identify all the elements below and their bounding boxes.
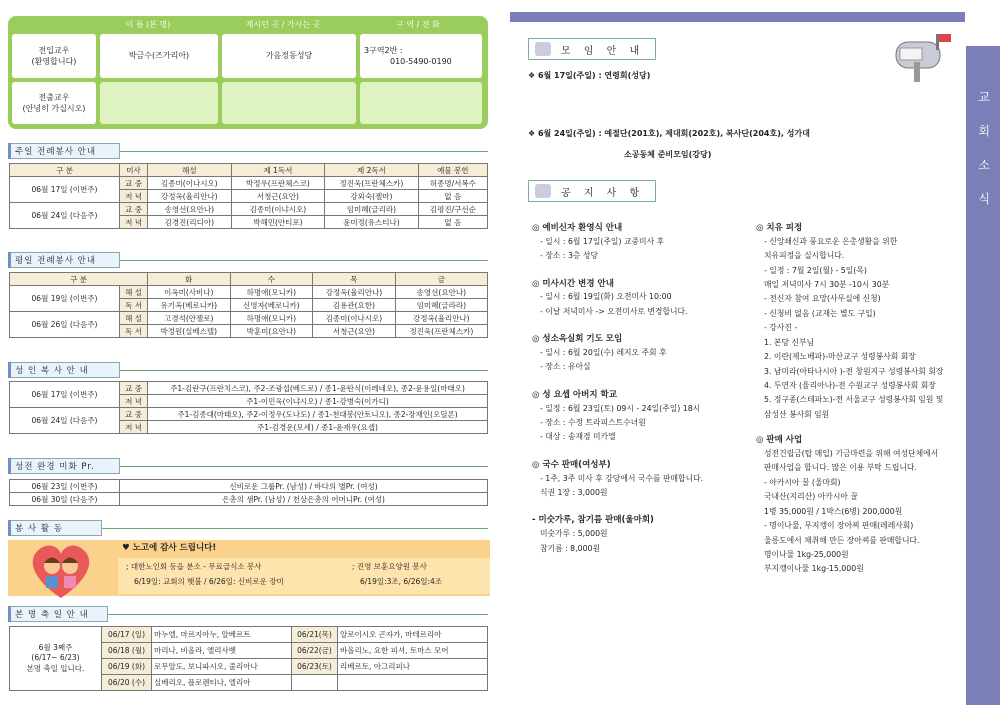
- cell: 김종미(이나시오): [313, 312, 396, 325]
- mass-cell: 저 녁: [120, 421, 148, 434]
- saint-date: 06/19 (화): [102, 659, 152, 675]
- notice-line: - 장소 : 수정 트라피스트수녀원: [540, 417, 646, 427]
- in-label: 전입교우 (환영합니다): [12, 34, 96, 78]
- cell: 강정옥(율리안나): [148, 190, 232, 203]
- weekday-title: 평일 전례봉사 안내: [8, 252, 120, 268]
- col-header: 구 분: [10, 164, 120, 177]
- notice-line: - 일정 : 7월 2일(월) - 5일(목): [764, 265, 867, 275]
- saints-title: 본 명 축 일 안 내: [8, 606, 108, 622]
- notice-line: 5. 정구종(스테파노)-전 서울교구 성령봉사회 임원 및: [764, 395, 944, 405]
- saint-date: 06/22(금): [292, 643, 338, 659]
- cell: 없 음: [418, 216, 487, 229]
- date-cell: 06월 17일 (이번주): [10, 382, 120, 408]
- program-table: [9, 479, 488, 506]
- volunteer-item2-detail: 6/19일:3조, 6/26일:4조: [360, 577, 443, 586]
- in-phone: 010-5490-0190: [390, 57, 452, 66]
- date-cell: 06월 26일 (다음주): [10, 312, 120, 338]
- saint-date: 06/23(토): [292, 659, 338, 675]
- notice-line: 삼성산 봉사회 임원: [764, 409, 830, 419]
- notice-heading: ◎ 치유 피정: [756, 223, 803, 233]
- in-area: 3구역2반 :: [364, 45, 403, 55]
- cell: 주1-김종대(마태오), 주2-이정우(도나도) / 종1-천대봉(안토니오), 종2-장재인(오딜론): [148, 408, 488, 421]
- cell: 하명애(모니카): [230, 312, 313, 325]
- notice-line: - 일시 : 6월 17일(주일) 교중미사 후: [540, 236, 665, 246]
- cell: 박훈미(요안나): [230, 325, 313, 338]
- notice-line: 미숫가루 : 5,000원: [540, 529, 608, 539]
- notice-line: 치유피정을 실시합니다.: [764, 251, 845, 261]
- date-cell: 06월 24일 (다음주): [10, 203, 120, 229]
- in-place: 가음정동성당: [222, 34, 356, 78]
- date-cell: 06월 24일 (다음주): [10, 408, 120, 434]
- notice-line: 3. 남미라(아타나시아 )-전 창원지구 성령봉사회 회장: [764, 366, 944, 376]
- notice-heading: ◎ 성 요셉 아버지 학교: [532, 389, 617, 400]
- notice-line: - 일시 : 6월 19일(화) 오전미사 10:00: [540, 292, 672, 302]
- notice-line: 국내산(지리산) 아카시아 꿀: [764, 492, 858, 502]
- notice-line: - 1주, 3주 미사 후 강당에서 국수를 판매합니다.: [540, 473, 704, 483]
- col-header: 제 2독서: [325, 164, 419, 177]
- week-label: 6월 3째주 (6/17~ 6/23) 본명 축일 입니다.: [10, 627, 102, 691]
- notice-line: - 신앙쇄신과 풍요로운 은총생활을 위한: [764, 236, 898, 246]
- notice-heading: - 미숫가루, 참기름 판매(울마회): [532, 515, 654, 526]
- volunteer-item1-detail: 6/19일: 교회의 햇불 / 6/26일: 신비로운 장미: [134, 577, 284, 586]
- notice-line: - 전신자 참여 요망(사무실에 신청): [764, 294, 881, 304]
- saint-names: 알로이시오 곤자가, 마테르리아: [338, 627, 488, 643]
- divider: [120, 151, 488, 152]
- notice-line: 2. 이란(제노베파)-마산교구 성령봉사회 회장: [764, 352, 916, 362]
- person-icon: [535, 42, 551, 56]
- transfer-box: [8, 16, 488, 129]
- role-cell: 독 서: [120, 299, 148, 312]
- cell: 허종명/서복수: [418, 177, 487, 190]
- notice-line: - 이날 저녁미사 -> 오전미사로 변경합니다.: [540, 306, 688, 316]
- notices-title-box: [528, 180, 656, 202]
- saint-names: 바올리노, 요한 피셔, 토마스 모어: [338, 643, 488, 659]
- cell: 김용관(요한): [313, 299, 396, 312]
- saint-names: 리베르토, 아그리피나: [338, 659, 488, 675]
- notice-line: 1병 35,000원 / 1박스(6병) 200,000원: [764, 506, 903, 516]
- role-cell: 독 서: [120, 325, 148, 338]
- notice-heading: ◎ 성소옥실회 기도 모임: [532, 334, 623, 345]
- saint-date: 06/21(목): [292, 627, 338, 643]
- mass-cell: 저 녁: [120, 216, 148, 229]
- notice-line: 판매사업을 합니다. 많은 이용 부탁 드립니다.: [764, 463, 917, 473]
- cell: 강정옥(율리안나): [313, 286, 396, 299]
- volunteer-item2: ; 진영 보훈요양원 봉사: [352, 562, 427, 571]
- heart-family-icon: [26, 538, 96, 602]
- cell: 김평진/구선순: [418, 203, 487, 216]
- sidebar-char: 교: [978, 90, 990, 104]
- notice-line: 4. 두연자 (율리아나)-전 수원교구 성령봉사회 회장: [764, 380, 936, 390]
- out-label: 전출교우 (안녕히 가십시오): [12, 82, 96, 124]
- meeting-item: ❖ 6월 17일(주일) : 연령회(성당): [528, 71, 651, 80]
- cell: 송영선(요안나): [148, 203, 232, 216]
- notice-line: - 아카시아 꿀 (울마회): [764, 477, 841, 487]
- cell: 정진욱(프란체스카): [395, 325, 487, 338]
- col-header: 수: [230, 273, 313, 286]
- altar-table: [9, 381, 488, 434]
- cell: 서청근(요안): [313, 325, 396, 338]
- sidebar-char: 회: [978, 124, 990, 138]
- cell: 김종미(이냐시오): [231, 203, 325, 216]
- sunday-title: 주일 전례봉사 안내: [8, 143, 120, 159]
- cell: 박정우(프란체스코): [231, 177, 325, 190]
- top-bar: [510, 12, 965, 22]
- mass-cell: 교 중: [120, 203, 148, 216]
- notice-line: - 장소 : 유아실: [540, 362, 591, 372]
- cell: 강외숙(젤마): [325, 190, 419, 203]
- mailbox-icon: [886, 28, 958, 84]
- cell: 박정원(실베스텔): [148, 325, 231, 338]
- saint-date: [292, 675, 338, 691]
- meetings-title-box: [528, 38, 656, 60]
- saint-names: 마누엘, 마르지아누, 알베르트: [152, 627, 292, 643]
- notice-line: - 일정 : 6월 23일(토) 09시 - 24일(주일) 18시: [540, 403, 701, 413]
- notice-line: 참기름 : 8,000원: [540, 543, 601, 553]
- cell: 고경석(안젤로): [148, 312, 231, 325]
- mass-cell: 저 녁: [120, 190, 148, 203]
- altar-title: 성 인 복 사 안 내: [8, 362, 120, 378]
- meeting-item: 소공동체 준비모임(강당): [624, 150, 712, 159]
- col-header: 구 분: [10, 273, 148, 286]
- notice-line: 식권 1장 : 3,000원: [540, 487, 608, 497]
- notice-line: - 신청비 없음 (교재는 별도 구입): [764, 308, 876, 318]
- notice-line: 매일 저녁미사 7시 30분 -10시 30분: [764, 280, 890, 290]
- header-place: 계시던 곳 / 가시는 곳: [245, 20, 321, 29]
- header-area: 구 역 / 전 화: [396, 20, 440, 29]
- meetings-title: 모 임 안 내: [561, 45, 645, 57]
- weekday-table: [9, 272, 488, 338]
- cell: 서청근(요안): [231, 190, 325, 203]
- notices-right-column: [756, 222, 966, 577]
- role-cell: 해 설: [120, 312, 148, 325]
- saint-names: 마리나, 비올라, 엘리사벳: [152, 643, 292, 659]
- cell: 주1-김경운(모세) / 종1-윤재우(요셉): [148, 421, 488, 434]
- out-place: [222, 82, 356, 124]
- notice-line: 울릉도에서 채취해 만든 장아찌를 판매합니다.: [764, 535, 920, 545]
- saints-table: [9, 626, 488, 691]
- notice-heading: ◎ 미사시간 변경 안내: [532, 278, 614, 289]
- col-header: 해설: [148, 164, 232, 177]
- in-name: 박금수(즈가리아): [100, 34, 218, 78]
- cell: 임미혜(글라라): [395, 299, 487, 312]
- divider: [102, 528, 488, 529]
- saint-names: 실베리오, 플로렌티나, 엘리아: [152, 675, 292, 691]
- meeting-item: ❖ 6월 24일(주일) : 예절단(201호), 제대회(202호), 복사단(204호), 성가대: [528, 129, 810, 138]
- date-cell: 06월 17일 (이번주): [10, 177, 120, 203]
- cell: 신영자(베로니카): [230, 299, 313, 312]
- notice-line: - 장소 : 3층 성당: [540, 251, 598, 261]
- notice-line: 부지깽이나물 1kg-15,000원: [764, 564, 864, 574]
- role-cell: 해 설: [120, 286, 148, 299]
- saint-date: 06/18 (월): [102, 643, 152, 659]
- cell: 유기옥(베로니카): [148, 299, 231, 312]
- notice-heading: ◎ 판매 사업: [756, 435, 803, 446]
- divider: [120, 370, 488, 371]
- col-header: 화: [148, 273, 231, 286]
- notice-line: 명이나물 1kg-25,000원: [764, 549, 849, 559]
- notice-line: - 일시 : 6월 20일(수) 레지오 주회 후: [540, 347, 667, 357]
- sidebar-char: 식: [978, 192, 990, 206]
- person-icon: [535, 184, 551, 198]
- cell: 박해민(안티포): [231, 216, 325, 229]
- col-header: 제 1독서: [231, 164, 325, 177]
- notice-line: - 강사진 -: [764, 323, 798, 333]
- notice-line: 1. 본당 신부님: [764, 337, 815, 347]
- mass-cell: 교 중: [120, 382, 148, 395]
- program-title: 성전 완경 미화 Pr.: [8, 458, 120, 474]
- saint-names: [338, 675, 488, 691]
- notices-title: 공 지 사 항: [561, 187, 645, 199]
- mass-cell: 교 중: [120, 408, 148, 421]
- cell: 김경진(리디아): [148, 216, 232, 229]
- mass-cell: 저 녁: [120, 395, 148, 408]
- cell: 이옥미(사비나): [148, 286, 231, 299]
- divider: [108, 614, 488, 615]
- cell: 없 음: [418, 190, 487, 203]
- col-header: 목: [313, 273, 396, 286]
- divider: [120, 466, 488, 467]
- volunteer-thanks: ♥ 노고에 감사 드립니다!: [122, 543, 217, 553]
- date-cell: 06월 19일 (이번주): [10, 286, 120, 312]
- sidebar-char: 소: [978, 158, 990, 172]
- notice-heading: ◎ 국수 판매(여성부): [532, 459, 611, 470]
- date-cell: 06월 23일 (이번주): [10, 480, 120, 493]
- cell: 강정옥(율리안나): [395, 312, 487, 325]
- saint-names: 로무알도, 보니파시오, 줄리아나: [152, 659, 292, 675]
- in-area-cell: [360, 34, 482, 78]
- col-header: 미사: [120, 164, 148, 177]
- header-name: 이 름 (본 명): [125, 20, 171, 29]
- notices-left-column: [532, 222, 762, 556]
- cell: 주1-김란구(프란치스코), 주2-조광섭(베드로) / 종1-윤탄식(이레네오), 종2-윤용일(마태오): [148, 382, 488, 395]
- cell: 윤미정(유스티나): [325, 216, 419, 229]
- sidebar: [966, 46, 1000, 705]
- cell: 하명애(모니카): [230, 286, 313, 299]
- cell: 김종미(이나시오): [148, 177, 232, 190]
- volunteer-item1: ; 대한노인회 동읍 분소 - 무료급식소 봉사: [126, 562, 262, 571]
- sunday-table: [9, 163, 488, 229]
- col-header: 금: [395, 273, 487, 286]
- notice-heading: ◎ 예비신자 환영식 안내: [532, 223, 623, 233]
- cell: 신비로운 그룹Pr. (남성) / 바다의 별Pr. (여성): [120, 480, 488, 493]
- volunteer-title: 봉 사 활 동: [8, 520, 102, 536]
- notice-line: - 대상 : 송재경 미카엘: [540, 432, 616, 442]
- cell: 정진욱(프란체스카): [325, 177, 419, 190]
- saint-date: 06/17 (일): [102, 627, 152, 643]
- cell: 은총의 샘Pr. (남성) / 천상은총의 어머니Pr. (여성): [120, 493, 488, 506]
- cell: 주1-이민욱(이냐시오) / 종1-강병숙(이가디): [148, 395, 488, 408]
- cell: 임미혜(글리라): [325, 203, 419, 216]
- notice-line: - 명이나물, 무지깽이 장아찌 판매(레레사회): [764, 521, 914, 531]
- date-cell: 06월 30일 (다음주): [10, 493, 120, 506]
- divider: [120, 260, 488, 261]
- saint-date: 06/20 (수): [102, 675, 152, 691]
- notice-line: 성전건립금(탑 매입) 기금마련을 위해 여성단체에서: [764, 448, 939, 458]
- col-header: 예물 봉헌: [418, 164, 487, 177]
- cell: 송영선(요안나): [395, 286, 487, 299]
- mass-cell: 교 중: [120, 177, 148, 190]
- out-area: [360, 82, 482, 124]
- out-name: [100, 82, 218, 124]
